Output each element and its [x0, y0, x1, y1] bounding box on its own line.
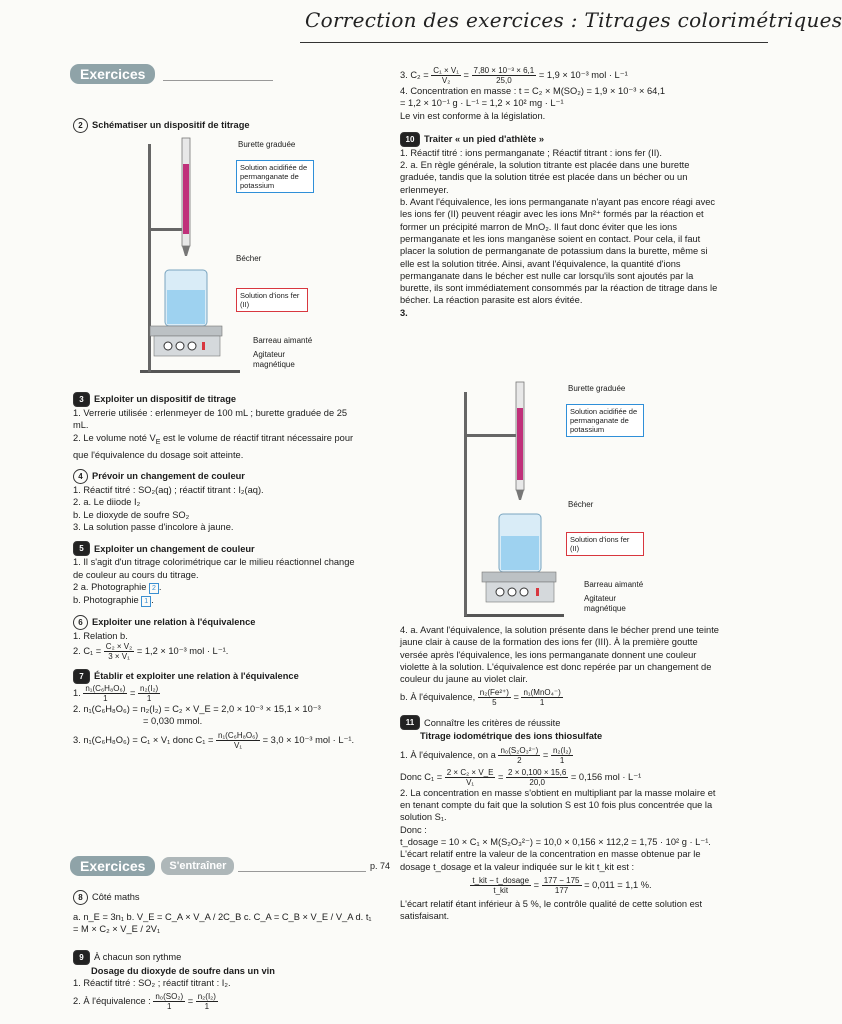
exercise-number: 5 — [73, 541, 90, 556]
left-bottom — [73, 888, 373, 1011]
ex11-line2d: L'écart relatif entre la valeur de la concentration en masse obtenue par le dosage t_dosage et la valeur indiquée sur le kit t_kit est : — [400, 849, 701, 872]
ex5-line1: 1. Il s'agit d'un titrage colorimétrique car le milieu réactionnel change de couleur au cours du titrage. — [73, 557, 355, 580]
exercise-title: Exploiter une relation à l'équivalence — [92, 617, 256, 628]
exercise-number: 10 — [400, 132, 420, 147]
ex4-line4: 3. La solution passe d'incolore à jaune. — [73, 521, 234, 532]
ex11-line1: 1. À l'équivalence, on a $\frac{\text{n₀(S₂O₃²⁻)}}{2}$ = $\frac{\text{n₂(I₂)}}{1}$ — [400, 745, 572, 765]
ex10-line3: 3. — [400, 307, 408, 318]
exercise-title: À chacun son rythme — [94, 951, 182, 962]
ex9-line4c: Le vin est conforme à la législation. — [400, 110, 546, 121]
exercise-title: Traiter « un pied d'athlète » — [424, 134, 545, 145]
exercise-number: 4 — [73, 469, 88, 484]
ex4-line1: 1. Réactif titré : SO₂(aq) ; réactif titrant : I₂(aq). — [73, 485, 264, 496]
ex11-line2c: t_dosage = 10 × C₁ × M(S₂O₃²⁻) = 10,0 × 0,156 × 112,2 = 1,75 · 10² g · L⁻¹. — [400, 836, 711, 847]
exercise-title: Côté maths — [92, 892, 140, 903]
ex7-line2: 2. n₁(C₆H₈O₆) = n₂(I₂) = C₂ × V_E = 2,0 × 10⁻³ × 15,1 × 10⁻³ — [73, 704, 321, 715]
exercise-number: 9 — [73, 950, 90, 965]
right-body — [400, 624, 722, 922]
agitateur-label: Agitateur magnétique — [253, 350, 295, 369]
solution-red-label: Solution d'ions fer (II) — [236, 288, 308, 312]
exercise-number: 8 — [73, 890, 88, 905]
ex6-line2: 2. C₁ = $\frac{\text{C₂ × V₂}}{\text{3 × V₁}}$ = 1,2 × 10⁻³ mol · L⁻¹. — [73, 642, 229, 662]
ex9-line3: 3. C₂ = $\frac{\text{C₁ × V₁}}{\text{V₂}}$ = $\frac{\text{7,80 × 10⁻³ × 6,1}}{25,0}$ = 1,9 × 10⁻³ mol · L⁻¹ — [400, 66, 628, 85]
exercise-title: Exploiter un dispositif de titrage — [94, 394, 237, 405]
exercises-banner — [70, 64, 273, 84]
banner-rule — [238, 861, 366, 872]
ex10-line4a: 4. a. Avant l'équivalence, la solution présente dans le bécher prend une teinte jaune clair à cause de la formation des ions fer (III). À la première goutte versée après l'équivalence, les ions permanganate donnent une couleur violette à la solution. L'équivalence est donc repérée par un changement de couleur du jaune au violet clair. — [400, 625, 719, 685]
burette-label: Burette graduée — [238, 140, 296, 149]
exercise-number: 6 — [73, 615, 88, 630]
ex8-line: a. n_E = 3n₁ b. V_E = C_A × V_A / 2C_B c. C_A = C_B × V_E / V_A d. t₁ = M × C₂ × V_E / 2V₁ — [73, 912, 372, 935]
ex9-line1: 1. Réactif titré : SO₂ ; réactif titrant : I₂. — [73, 977, 231, 988]
ex10-line1: 1. Réactif titré : ions permanganate ; Réactif titrant : ions fer (II). — [400, 147, 662, 158]
ex9-line4: 4. Concentration en masse : t = C₂ × M(SO₂) = 1,9 × 10⁻³ × 64,1 — [400, 86, 666, 96]
ex9-subtitle: Dosage du dioxyde de soufre dans un vin — [91, 965, 275, 976]
left-body — [73, 390, 363, 750]
becher-label-2: Bécher — [568, 500, 594, 509]
banner-sublabel: S'entraîner — [161, 857, 234, 875]
ex11-line1b: Donc C₁ = $\frac{\text{2 × C₂ × V\_E}}{\text{V₁}}$ = $\frac{2 \times 0,100 \times 15,6}{20,0}$ = 0,156 mol · L⁻¹ — [400, 767, 642, 787]
title-underline — [300, 42, 768, 43]
exercise-title: Exploiter un changement de couleur — [94, 543, 255, 554]
ex11-line2e: $\frac{\text{t\_kit − t\_dosage}}{\text{t\_kit}}$ = $\frac{177 - 175}{177}$ = 0,011 = 1,1 %. — [472, 875, 652, 895]
exercise-title: Connaître les critères de réussite — [424, 717, 561, 728]
exercise-number: 11 — [400, 715, 420, 730]
ex5-line3: b. Photographie 1 . — [73, 594, 154, 605]
becher-label: Bécher — [236, 254, 262, 263]
ex9-line4b: = 1,2 × 10⁻¹ g · L⁻¹ = 1,2 × 10² mg · L⁻¹ — [400, 98, 564, 109]
titration-setup-figure — [120, 134, 240, 374]
exercises-banner-2 — [70, 856, 390, 876]
ex10-line2a: 2. a. En règle générale, la solution titrante est placée dans une burette graduée, tandis que la solution titrée est placée dans un bécher ou un erlenmeyer. — [400, 160, 690, 195]
ex11-subtitle: Titrage iodométrique des ions thiosulfate — [420, 731, 603, 742]
barreau-label-2: Barreau aimanté — [584, 580, 644, 589]
right-top — [400, 66, 722, 319]
exercise-number: 7 — [73, 669, 90, 684]
handwritten-title: Correction des exercices : Titrages colorimétriques — [305, 8, 842, 32]
ex6-line1: 1. Relation b. — [73, 630, 128, 641]
exercise-title: Schématiser un dispositif de titrage — [92, 120, 250, 131]
ex10-line4b: b. À l'équivalence, $\frac{\text{n₂(Fe²⁺)}}{5}$ = $\frac{\text{n₁(MnO₄⁻)}}{1}$ — [400, 688, 561, 708]
solution-blue-label: Solution acidifiée de permanganate de potassium — [236, 160, 314, 193]
ex7-line3: 3. n₁(C₆H₈O₆) = C₁ × V₁ donc C₁ = $\frac{\text{n₁(C₆H₈O₆)}}{\text{V₁}}$ = 3,0 × 10⁻³ mol · L⁻¹. — [73, 730, 355, 750]
ex3-line2: 2. Le volume noté $V_E$ est le volume de réactif titrant nécessaire pour que l'équivalence du dosage soit atteinte. — [73, 432, 354, 460]
page-ref: p. 74 — [369, 861, 390, 871]
ex3-line1: 1. Verrerie utilisée : erlenmeyer de 100 mL ; burette graduée de 25 mL. — [73, 408, 348, 431]
ex9-line2: 2. À l'équivalence : $\frac{\text{n₀(SO₂)}}{1}$ = $\frac{\text{n₂(I₂)}}{1}$ — [73, 992, 216, 1012]
burette-label-2: Burette graduée — [568, 384, 626, 393]
exercise-number: 3 — [73, 392, 90, 407]
solution-red-label-2: Solution d'ions fer (II) — [566, 532, 644, 556]
titration-setup-figure-2 — [458, 378, 578, 618]
solution-blue-label-2: Solution acidifiée de permanganate de potassium — [566, 404, 644, 437]
ex10-line2b: b. Avant l'équivalence, les ions permanganate n'ayant pas encore réagi avec les ions fer (II) peuvent réagir avec les ions Mn²⁺ formés par la réaction et former un précipité marron de MnO₂. Il faut donc éviter que les ions permanganate et les ions manganèse soient en contact. Pour cela, il faut placer la solution de permanganate de potassium dans la burette, même si elle est la solution titrée. Ainsi, avant l'équivalence, la quantité d'ions permanganate dans le bécher est nulle car lorsqu'ils sont ajoutés par la burette, ils sont immédiatement consommés par la réaction de titrage dans le bécher. La réaction parasite est alors évitée. — [400, 197, 718, 306]
banner-rule — [163, 68, 273, 81]
ex5-line2: 2 a. Photographie 2 . — [73, 581, 162, 592]
ex4-line3: b. Le dioxyde de soufre SO₂ — [73, 509, 190, 520]
exercise-title: Prévoir un changement de couleur — [92, 471, 245, 482]
ex4-line2: 2. a. Le diiode I₂ — [73, 497, 141, 508]
exercise-2 — [73, 116, 363, 133]
ex11-line2: 2. La concentration en masse s'obtient en multipliant par la masse molaire et en tenant compte du fait que la solution S est 10 fois plus concentrée que la solution S₁. — [400, 787, 716, 823]
banner-label: Exercices — [70, 856, 155, 876]
exercise-title: Établir et exploiter une relation à l'équivalence — [94, 671, 299, 682]
ex7-line1: 1. $\frac{\text{n₁(C₆H₈O₆)}}{1}$ = $\frac{\text{n₂(I₂)}}{1}$ — [73, 684, 159, 704]
agitateur-label-2: Agitateur magnétique — [584, 594, 626, 613]
exercise-number: 2 — [73, 118, 88, 133]
ex7-line2b: = 0,030 mmol. — [143, 716, 203, 727]
ex11-line3: L'écart relatif étant inférieur à 5 %, le contrôle qualité de cette solution est satisfaisant. — [400, 898, 703, 922]
banner-label: Exercices — [70, 64, 155, 84]
ex11-line2b: Donc : — [400, 824, 427, 835]
barreau-label: Barreau aimanté — [253, 336, 313, 345]
